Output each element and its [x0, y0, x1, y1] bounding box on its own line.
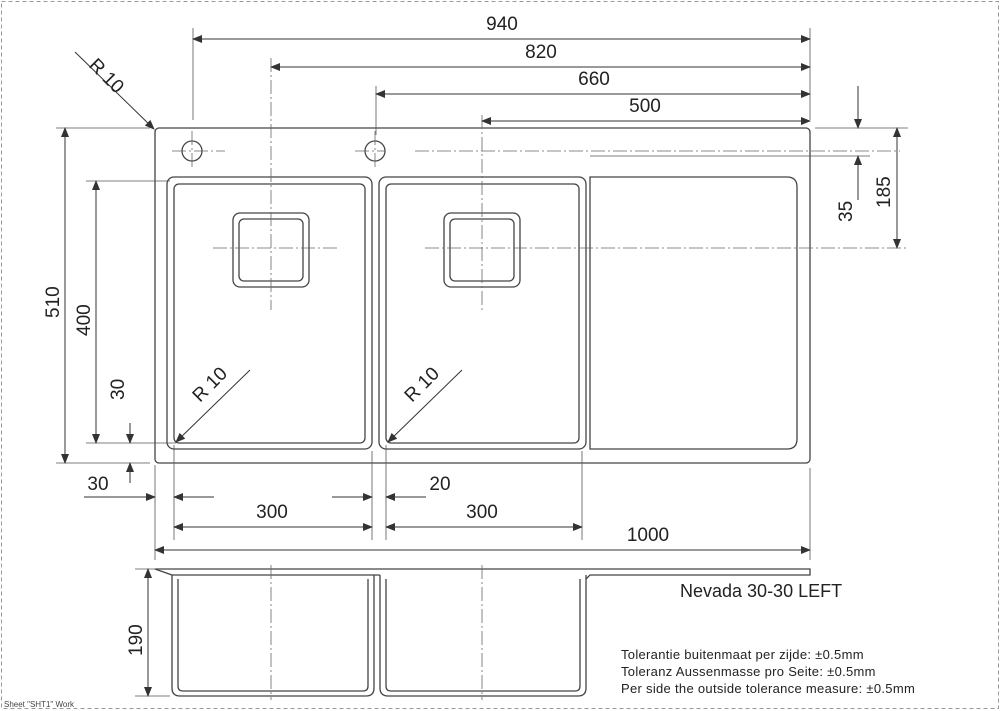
radius-bowl-right-label: R 10 — [400, 363, 444, 407]
dim-820-label: 820 — [525, 42, 557, 63]
dimension-190 — [126, 569, 170, 696]
dim-30-bottom-label: 30 — [87, 474, 109, 495]
sheet-frame — [2, 2, 999, 709]
model-title: Nevada 30-30 LEFT — [680, 581, 843, 601]
tap-hole-left — [172, 131, 225, 170]
sink-outline — [155, 128, 810, 463]
radius-corner-callout — [75, 52, 154, 129]
dim-400-label: 400 — [74, 304, 95, 336]
dimension-30-bottom — [84, 445, 214, 560]
deck-profile — [155, 569, 810, 579]
dimension-660 — [376, 69, 810, 135]
dim-20-label: 20 — [429, 474, 451, 495]
tolerance-line-de: Toleranz Aussenmasse pro Seite: ±0.5mm — [621, 664, 876, 679]
dimension-820 — [271, 42, 810, 67]
tap-hole-right — [355, 131, 385, 170]
dim-300-right-label: 300 — [466, 502, 498, 523]
dimension-500 — [482, 96, 810, 121]
dim-35-label: 35 — [836, 200, 857, 222]
radius-bowl-left-label: R 10 — [188, 363, 232, 407]
tolerance-line-en: Per side the outside tolerance measure: ±0.5mm — [621, 681, 916, 696]
radius-bowl-left-callout — [176, 363, 250, 442]
dim-30-left-label: 30 — [108, 378, 129, 400]
dimension-30-left — [108, 379, 130, 483]
sheet-label: Sheet "SHT1" Work — [4, 700, 74, 709]
radius-bowl-right-callout — [388, 363, 462, 442]
bowl-right — [379, 115, 908, 449]
dim-185-label: 185 — [874, 176, 895, 208]
dimension-20 — [332, 445, 451, 540]
tolerance-line-nl: Tolerantie buitenmaat per zijde: ±0.5mm — [621, 647, 864, 662]
sink-top-view — [155, 58, 908, 463]
dim-500-label: 500 — [629, 96, 661, 117]
dim-510-label: 510 — [43, 286, 64, 318]
dim-1000-label: 1000 — [626, 525, 670, 546]
dim-660-label: 660 — [578, 69, 610, 90]
dimension-400 — [74, 181, 176, 443]
dimension-300-left — [174, 502, 372, 527]
dim-940-label: 940 — [486, 14, 518, 35]
dim-300-left-label: 300 — [256, 502, 288, 523]
basin-left-profile — [172, 575, 374, 696]
dim-190-label: 190 — [126, 624, 147, 656]
drain-left-inner — [239, 219, 303, 281]
dimension-300-right — [386, 451, 582, 540]
radius-corner-label: R 10 — [84, 54, 128, 98]
basin-right-profile — [380, 575, 586, 696]
dimension-185 — [870, 128, 908, 248]
drainboard — [590, 177, 797, 449]
